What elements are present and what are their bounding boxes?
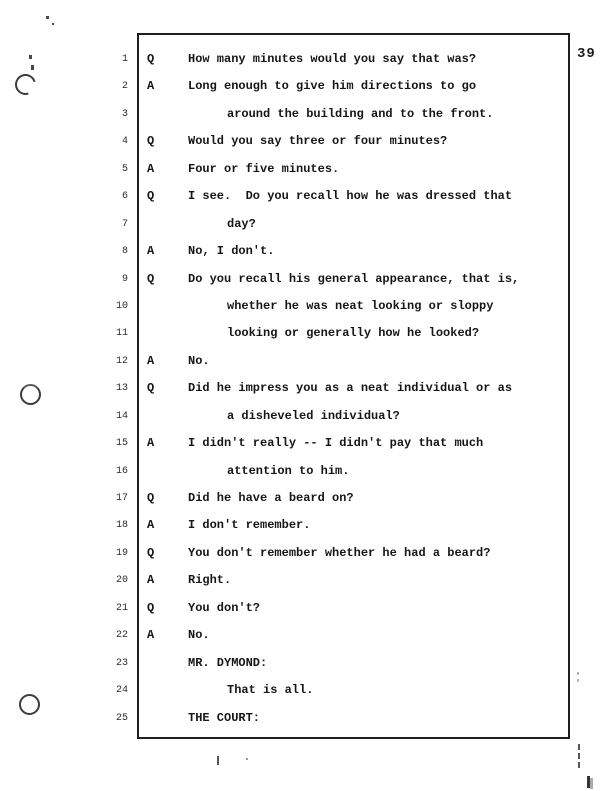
scan-artifact — [217, 756, 219, 765]
line-text: THE COURT: — [188, 710, 261, 725]
speaker-marker: A — [147, 161, 155, 176]
speaker-marker: A — [147, 353, 155, 368]
speaker-marker: Q — [147, 134, 155, 149]
transcript-line — [0, 705, 612, 732]
line-text: Did he impress you as a neat individual or as — [188, 381, 513, 396]
line-number: 2 — [121, 81, 128, 93]
transcript-line — [0, 512, 612, 539]
transcript-line — [0, 595, 612, 622]
line-text: How many minutes would you say that was? — [188, 52, 477, 66]
speaker-marker: A — [147, 79, 155, 94]
line-number: 12 — [115, 355, 128, 367]
line-text: Four or five minutes. — [188, 161, 340, 176]
transcript-line — [0, 458, 612, 485]
speaker-marker: A — [147, 628, 155, 643]
transcript-line — [0, 320, 612, 347]
line-number: 15 — [115, 438, 128, 450]
transcript-line — [0, 183, 612, 210]
line-number: 17 — [115, 493, 128, 504]
line-number: 1 — [121, 54, 128, 65]
line-number: 7 — [121, 218, 128, 230]
transcript-line — [0, 650, 612, 677]
line-text: attention to him. — [227, 463, 350, 478]
transcript-lines — [0, 46, 612, 732]
speaker-marker: A — [147, 518, 155, 533]
transcript-line — [0, 430, 612, 457]
line-text: MR. DYMOND: — [188, 655, 268, 670]
line-number: 3 — [121, 108, 128, 120]
line-number: 23 — [115, 657, 128, 669]
line-text: That is all. — [227, 683, 314, 698]
line-text: You don't? — [188, 600, 261, 615]
line-number: 19 — [115, 547, 128, 559]
line-number: 24 — [115, 685, 128, 697]
line-text: Long enough to give him directions to go — [188, 79, 477, 94]
line-text: No, I don't. — [188, 244, 275, 259]
speaker-marker: Q — [147, 52, 155, 66]
line-text: I see. Do you recall how he was dressed that — [188, 189, 513, 204]
transcript-line — [0, 485, 612, 512]
speaker-marker: A — [147, 244, 155, 259]
scan-artifact — [578, 744, 580, 768]
speaker-marker: Q — [147, 271, 155, 286]
speaker-marker: A — [147, 436, 155, 451]
line-number: 9 — [121, 273, 128, 285]
scan-artifact — [590, 778, 593, 789]
speaker-marker: Q — [147, 600, 155, 615]
transcript-line — [0, 677, 612, 704]
scan-artifact — [52, 23, 54, 25]
transcript-line — [0, 540, 612, 567]
line-text: around the building and to the front. — [227, 106, 494, 121]
line-text: No. — [188, 353, 210, 368]
transcript-line — [0, 403, 612, 430]
speaker-marker: Q — [147, 381, 155, 396]
line-text: Right. — [188, 573, 232, 588]
line-number: 11 — [115, 328, 128, 340]
transcript-line — [0, 293, 612, 320]
line-text: Did he have a beard on? — [188, 491, 354, 505]
line-text: day? — [227, 216, 256, 231]
line-number: 10 — [115, 300, 128, 312]
line-number: 14 — [115, 410, 128, 422]
line-number: 6 — [121, 191, 128, 203]
line-number: 20 — [115, 575, 128, 587]
transcript-line — [0, 211, 612, 238]
transcript-line — [0, 128, 612, 155]
line-text: a disheveled individual? — [227, 408, 400, 423]
line-number: 8 — [121, 246, 128, 258]
transcript-line — [0, 375, 612, 402]
line-number: 21 — [115, 602, 128, 614]
scan-artifact — [46, 16, 49, 19]
transcript-line — [0, 46, 612, 73]
transcript-line — [0, 73, 612, 100]
line-text: Would you say three or four minutes? — [188, 134, 448, 149]
line-text: No. — [188, 628, 210, 643]
speaker-marker: Q — [147, 491, 155, 505]
line-number: 16 — [115, 465, 128, 477]
page-number: 39 — [577, 46, 596, 62]
speaker-marker: A — [147, 573, 155, 588]
line-text: looking or generally how he looked? — [227, 326, 480, 341]
transcript-line — [0, 266, 612, 293]
line-number: 25 — [115, 712, 128, 724]
line-number: 5 — [121, 163, 128, 175]
line-text: Do you recall his general appearance, that is, — [188, 271, 520, 286]
line-text: I didn't really -- I didn't pay that much — [188, 436, 484, 451]
transcript-line — [0, 101, 612, 128]
scan-artifact — [246, 758, 248, 760]
line-text: You don't remember whether he had a beard? — [188, 545, 491, 560]
line-text: I don't remember. — [188, 518, 311, 533]
line-number: 13 — [115, 383, 128, 395]
speaker-marker: Q — [147, 189, 155, 204]
line-number: 22 — [115, 630, 128, 642]
transcript-line — [0, 622, 612, 649]
speaker-marker: Q — [147, 545, 155, 560]
line-number: 18 — [115, 520, 128, 532]
line-text: whether he was neat looking or sloppy — [227, 298, 494, 313]
transcript-line — [0, 567, 612, 594]
transcript-line — [0, 156, 612, 183]
line-number: 4 — [121, 136, 128, 148]
transcript-line — [0, 348, 612, 375]
transcript-line — [0, 238, 612, 265]
